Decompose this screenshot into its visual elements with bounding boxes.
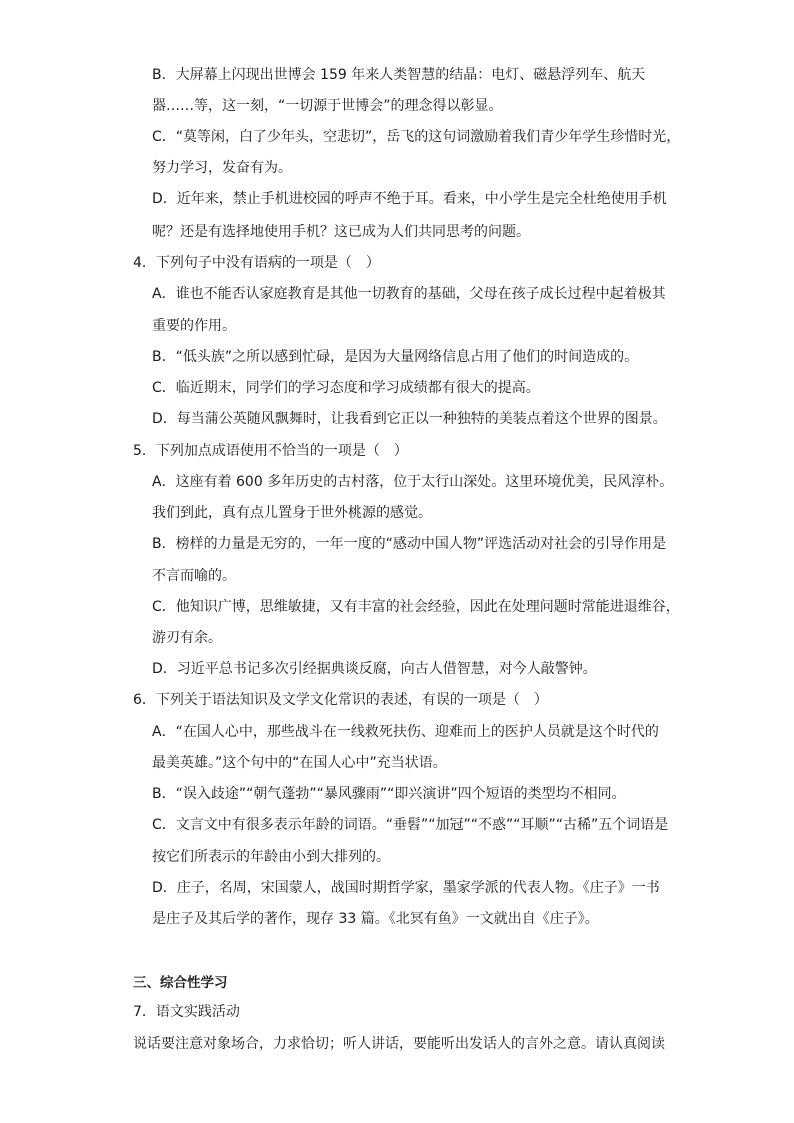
q4-option-d: D．每当蒲公英随风飘舞时，让我看到它正以一种独特的美装点着这个世界的图景。 [152, 411, 667, 427]
option-d-line-2: 呢？还是有选择地使用手机？这已成为人们共同思考的问题。 [152, 224, 530, 240]
q4-option-a-line-2: 重要的作用。 [152, 318, 236, 334]
q6-option-d-line-2: 是庄子及其后学的著作，现存 33 篇。《北冥有鱼》一文就出自《庄子》。 [152, 911, 599, 927]
q5-option-d: D．习近平总书记多次引经据典谈反腐，向古人借智慧，对今人敲警钟。 [152, 661, 597, 677]
q5-option-c-line-2: 游刃有余。 [152, 630, 222, 646]
option-b-line-2: 器……等，这一刻，“一切源于世博会”的理念得以彰显。 [152, 98, 503, 114]
option-d-line-1: D．近年来，禁止手机进校园的呼声不绝于耳。看来，中小学生是完全杜绝使用手机 [152, 191, 667, 207]
question-5: 5．下列加点成语使用不恰当的一项是（ ） [133, 443, 408, 459]
q6-option-d-line-1: D．庄子，名周，宋国蒙人，战国时期哲学家，墨家学派的代表人物。《庄子》一书 [152, 880, 660, 896]
q6-option-c-line-2: 按它们所表示的年龄由小到大排列的。 [152, 849, 390, 865]
q6-option-b: B．“误入歧途”“朝气蓬勃”“暴风骤雨”“即兴演讲”四个短语的类型均不相同。 [152, 786, 626, 802]
q4-option-b: B．“低头族”之所以感到忙碌，是因为大量网络信息占用了他们的时间造成的。 [152, 349, 639, 365]
option-c-line-1: C．“莫等闲，白了少年头，空悲切”，岳飞的这句词激励着我们青少年学生珍惜时光， [152, 129, 681, 145]
q6-option-c-line-1: C．文言文中有很多表示年龄的词语。“垂髫”“加冠”“不惑”“耳顺”“古稀”五个词语是 [152, 817, 669, 833]
q5-option-a-line-1: A．这座有着 600 多年历史的古村落，位于太行山深处。这里环境优美，民风淳朴。 [152, 474, 674, 490]
q4-option-c: C．临近期末，同学们的学习态度和学习成绩都有很大的提高。 [152, 380, 540, 396]
q6-option-a-line-2: 最美英雄。”这个句中的“在国人心中”充当状语。 [152, 755, 447, 771]
question-7: 7．语文实践活动 [133, 1004, 240, 1020]
question-6: 6．下列关于语法知识及文学文化常识的表述，有误的一项是（ ） [133, 692, 548, 708]
q5-option-c-line-1: C．他知识广博，思维敏捷，又有丰富的社会经验，因此在处理问题时常能进退维谷， [152, 599, 680, 615]
paragraph-line: 说话要注意对象场合，力求恰切；听人讲话，要能听出发话人的言外之意。请认真阅读 [133, 1036, 665, 1052]
option-b-line-1: B．大屏幕上闪现出世博会 159 年来人类智慧的结晶：电灯、磁悬浮列车、航天 [152, 67, 646, 83]
question-4: 4．下列句子中没有语病的一项是（ ） [133, 255, 380, 271]
q5-option-a-line-2: 我们到此，真有点儿置身于世外桃源的感觉。 [152, 505, 432, 521]
q4-option-a-line-1: A．谁也不能否认家庭教育是其他一切教育的基础，父母在孩子成长过程中起着极其 [152, 286, 666, 302]
option-c-line-2: 努力学习，发奋有为。 [152, 160, 292, 176]
section-heading: 三、综合性学习 [133, 975, 228, 991]
q5-option-b-line-1: B．榜样的力量是无穷的，一年一度的“感动中国人物”评选活动对社会的引导作用是 [152, 536, 667, 552]
q6-option-a-line-1: A．“在国人心中，那些战斗在一线救死扶伤、迎难而上的医护人员就是这个时代的 [152, 724, 659, 740]
q5-option-b-line-2: 不言而喻的。 [152, 568, 236, 584]
